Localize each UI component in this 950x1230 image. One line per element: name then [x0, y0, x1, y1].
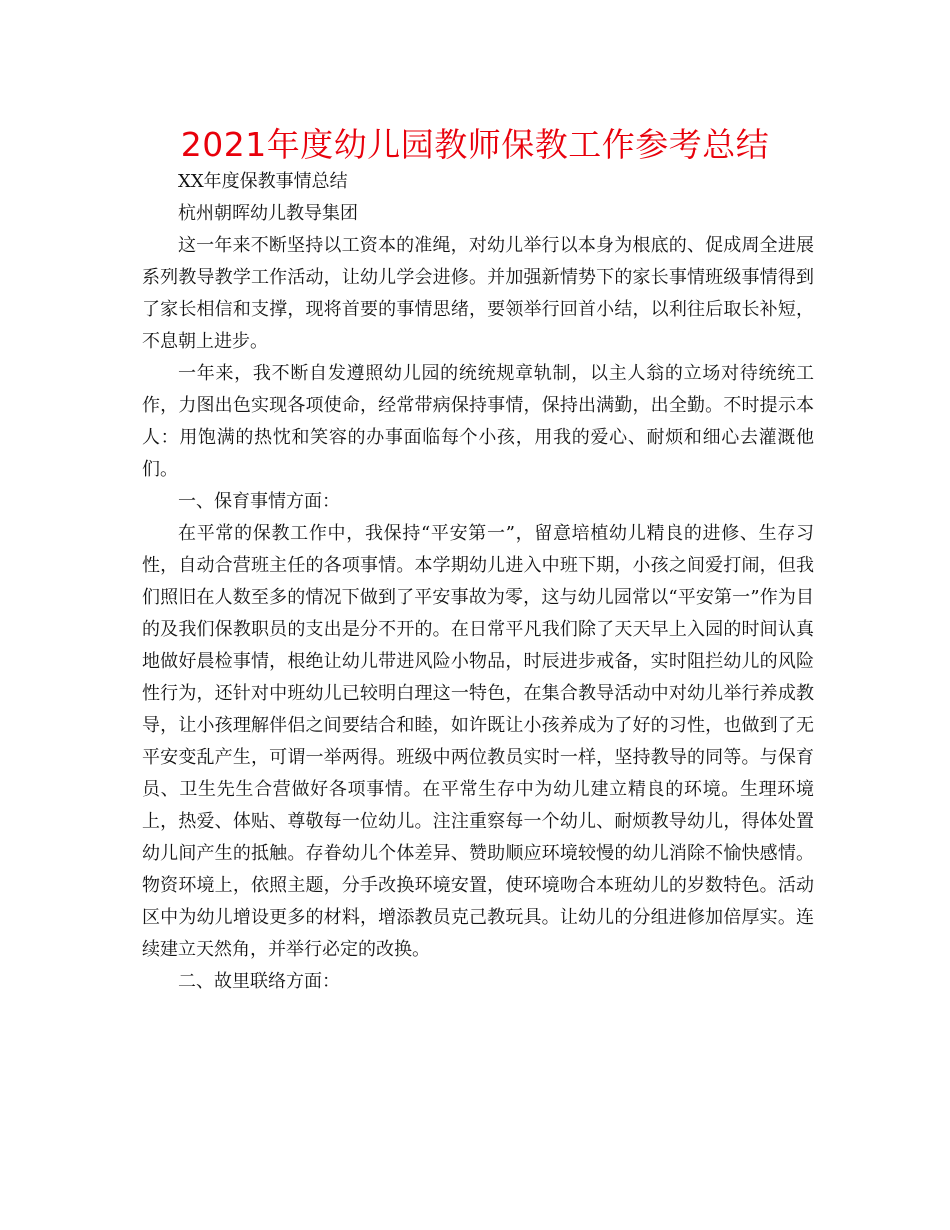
- document-body: [142, 166, 814, 998]
- section-heading-care: 一、保育事情方面：: [178, 491, 340, 512]
- paragraph-care: 在平常的保教工作中，我保持“平安第一”，留意培植幼儿精良的进修、生存习性，自动合营班主任的各项事情。本学期幼儿进入中班下期，小孩之间爱打闹，但我们照旧在人数至多的情况下做到了平安事故为零，这与幼儿园常以“平安第一”作为目的及我们保教职员的支出是分不开的。在日常平凡我们除了天天早上入园的时间认真地做好晨检事情，根绝让幼儿带进风险小物品，时辰进步戒备，实时阻拦幼儿的风险性行为，还针对中班幼儿已较明白理这一特色，在集合教导活动中对幼儿举行养成教导，让小孩理解伴侣之间要结合和睦，如许既让小孩养成为了好的习性，也做到了无平安变乱产生，可谓一举两得。班级中两位教员实时一样，坚持教导的同等。与保育员、卫生先生合营做好各项事情。在平常生存中为幼儿建立精良的环境。生理环境上，热爱、体贴、尊敬每一位幼儿。注注重察每一个幼儿、耐烦教导幼儿，得体处置幼儿间产生的抵触。存眷幼儿个体差异、赞助顺应环境较慢的幼儿消除不愉快感情。物资环境上，依照主题，分手改换环境安置，使环境吻合本班幼儿的岁数特色。活动区中为幼儿增设更多的材料，增添教员克己教玩具。让幼儿的分组进修加倍厚实。连续建立天然角，并举行必定的改换。: [142, 523, 814, 960]
- organization-line: 杭州朝晖幼儿教导集团: [178, 203, 358, 224]
- paragraph-intro: 这一年来不断坚持以工资本的准绳，对幼儿举行以本身为根底的、促成周全进展系列教导教学工作活动，让幼儿学会进修。并加强新情势下的家长事情班级事情得到了家长相信和支撑，现将首要的事情思绪，要领举行回首小结，以利往后取长补短，不息朝上进步。: [142, 235, 814, 352]
- document-title: 2021年度幼儿园教师保教工作参考总结: [180, 125, 770, 164]
- section-heading-family: 二、故里联络方面：: [178, 971, 340, 992]
- paragraph-attitude: 一年来，我不断自发遵照幼儿园的统统规章轨制，以主人翁的立场对待统统工作，力图出色实现各项使命，经常带病保持事情，保持出满勤，出全勤。不时提示本人：用饱满的热忱和笑容的办事面临每个小孩，用我的爱心、耐烦和细心去灌溉他们。: [142, 363, 814, 480]
- subtitle-line: XX年度保教事情总结: [178, 171, 348, 192]
